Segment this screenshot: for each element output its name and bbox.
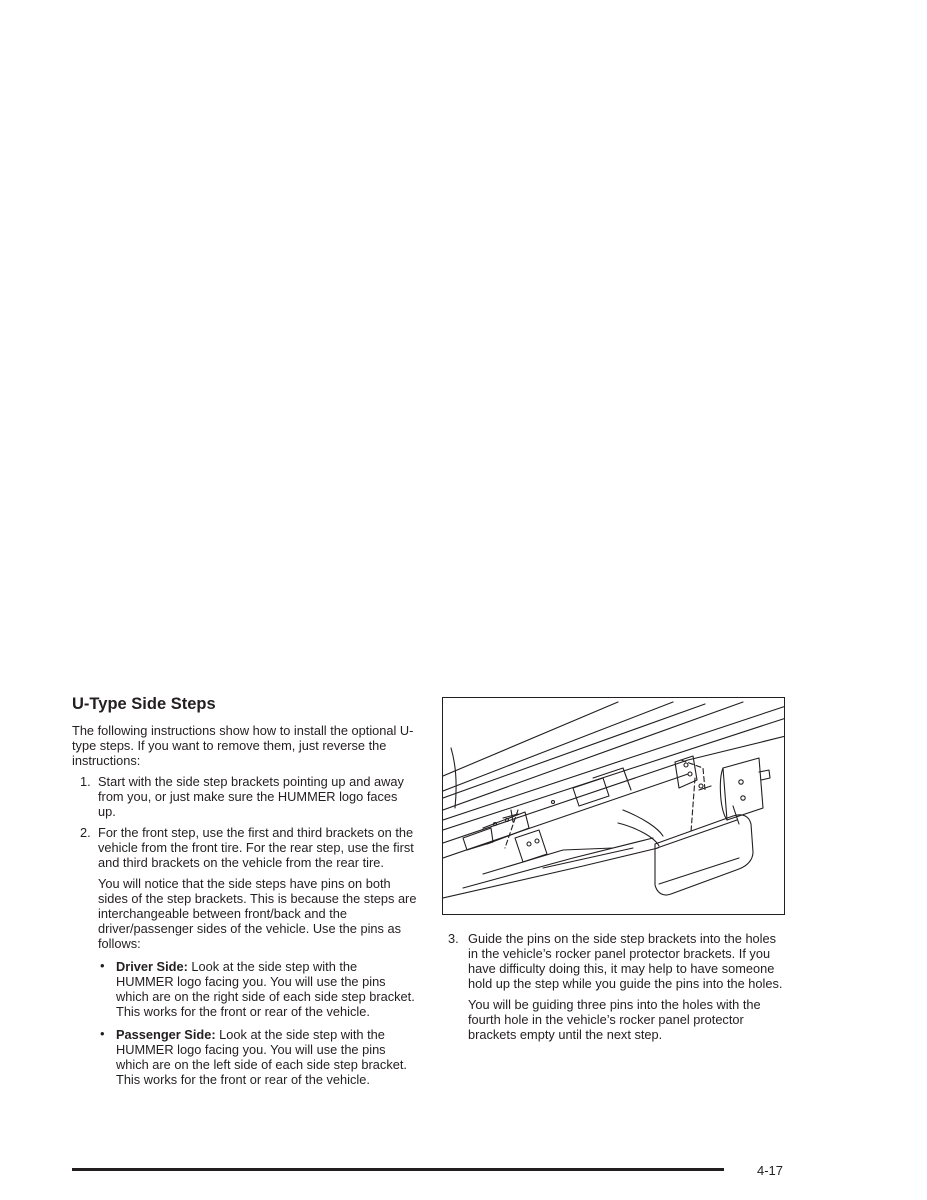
step-3 <box>442 931 788 1042</box>
bullet-label: Driver Side: <box>116 959 188 974</box>
step-note: You will be guiding three pins into the holes with the fourth hole in the vehicle’s rocker panel protector brackets empty until the next step. <box>468 997 761 1042</box>
bullet-passenger-side <box>98 1027 418 1087</box>
step-number: 1. <box>80 774 91 789</box>
step-text: Guide the pins on the side step brackets into the holes in the vehicle’s rocker panel protector brackets. If you have difficulty doing this, it may help to have someone hold up the step while you guide the pins into the holes. <box>468 931 783 991</box>
bullet-text: Look at the side step with the HUMMER logo facing you. You will use the pins which are on the right side of each side step bracket. This works for the front or rear of the vehicle. <box>116 959 415 1019</box>
bullet-icon: • <box>100 958 105 973</box>
step-text: For the front step, use the first and third brackets on the vehicle from the front tire. For the rear step, use the first and third brackets on the vehicle from the rear tire. <box>98 825 414 870</box>
bullet-text: Look at the side step with the HUMMER logo facing you. You will use the pins which are on the left side of each side step bracket. This works for the front or rear of the vehicle. <box>116 1027 407 1087</box>
step-2 <box>72 825 418 1087</box>
bullet-driver-side <box>98 959 418 1019</box>
page-number: 4-17 <box>757 1163 784 1178</box>
step-note: You will notice that the side steps have pins on both sides of the step brackets. This is because the steps are interchangeable between front/back and the driver/passenger sides of the vehicle. Use the pins as follows: <box>98 876 417 951</box>
footer-rule <box>72 1168 724 1171</box>
right-column <box>442 697 788 1048</box>
bullet-label: Passenger Side: <box>116 1027 216 1042</box>
step-1 <box>72 774 418 819</box>
left-column <box>72 694 418 1093</box>
step-number: 2. <box>80 825 91 840</box>
section-title: U-Type Side Steps <box>72 695 216 713</box>
step-number: 3. <box>448 931 459 946</box>
intro-paragraph: The following instructions show how to install the optional U-type steps. If you want to remove them, just reverse the instructions: <box>72 723 414 768</box>
bullet-icon: • <box>100 1026 105 1041</box>
step-text: Start with the side step brackets pointing up and away from you, or just make sure the HUMMER logo faces up. <box>98 774 404 819</box>
side-step-illustration <box>442 697 785 915</box>
